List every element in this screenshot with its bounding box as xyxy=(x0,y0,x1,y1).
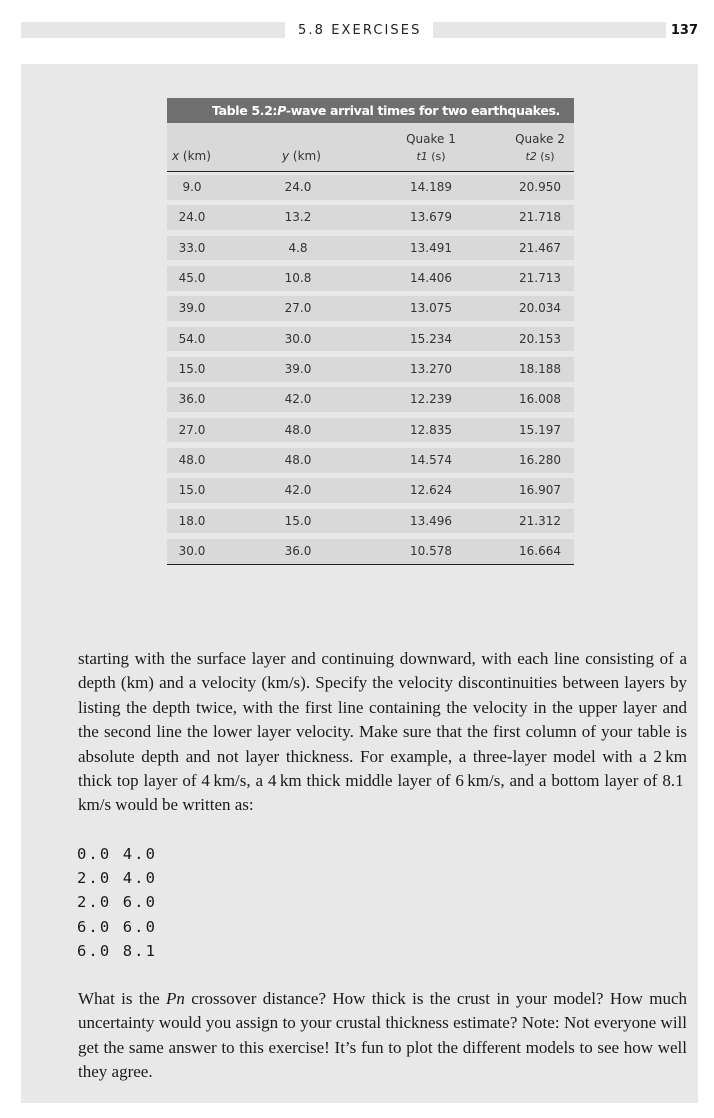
header-t1: t1 (s) xyxy=(416,150,446,163)
table-row: 15.0 42.0 12.624 16.907 xyxy=(167,478,574,503)
header-rule-right xyxy=(433,22,666,38)
code-line: 2.0 6.0 xyxy=(77,893,158,912)
header-rule-left xyxy=(21,22,285,38)
table-row: 27.0 48.0 12.835 15.197 xyxy=(167,418,574,443)
exercise-paragraph-1: starting with the surface layer and continuing downward, with each line consisting of a depth (km) and a velocity (km/s). Specify the velocity discontinuities between layers by listing the depth twice, with the first line containing the velocity in the upper layer and the second line the lower layer velocity. Make sure that the first column of your table is absolute depth and not layer thickness. For example, a three-layer model with a 2 km thick top layer of 4 km/s, a 4 km thick middle layer of 6 km/s, and a bottom layer of 8.1 km/s would be written as: xyxy=(78,649,687,815)
header-t2: t2 (s) xyxy=(525,150,555,163)
code-line: 6.0 6.0 xyxy=(77,917,158,936)
header-y: y (km) xyxy=(282,149,321,163)
code-line: 2.0 4.0 xyxy=(77,869,158,888)
page-number: 137 xyxy=(670,23,698,38)
exercise-paragraph-2: What is the Pn crossover distance? How thick is the crust in your model? How much uncertainty would you assign to your crustal thickness estimate? Note: Not everyone will get the same answer to this exercise! It’s fun to plot the different models to see how well they agree. xyxy=(78,989,687,1082)
table-header xyxy=(167,123,574,172)
table-row: 9.0 24.0 14.189 20.950 xyxy=(167,175,574,200)
arrival-times-table xyxy=(167,98,574,565)
table-row: 45.0 10.8 14.406 21.713 xyxy=(167,266,574,291)
pn-term: Pn xyxy=(166,989,185,1008)
header-quake2: Quake 2 xyxy=(515,132,565,146)
table-row: 33.0 4.8 13.491 21.467 xyxy=(167,236,574,261)
table-row: 24.0 13.2 13.679 21.718 xyxy=(167,205,574,230)
table-row: 30.0 36.0 10.578 16.664 xyxy=(167,539,574,564)
section-title: 5.8 EXERCISES xyxy=(298,23,422,38)
table-row: 48.0 48.0 14.574 16.280 xyxy=(167,448,574,473)
table-row: 39.0 27.0 13.075 20.034 xyxy=(167,296,574,321)
table-caption: Table 5.2:P-wave arrival times for two earthquakes. xyxy=(167,98,574,123)
header-x: x (km) xyxy=(172,149,211,163)
header-quake1: Quake 1 xyxy=(406,132,456,146)
table-row: 15.0 39.0 13.270 18.188 xyxy=(167,357,574,382)
code-line: 6.0 8.1 xyxy=(77,941,158,960)
code-line: 0.0 4.0 xyxy=(77,845,158,863)
table-body xyxy=(167,175,574,565)
table-row: 36.0 42.0 12.239 16.008 xyxy=(167,387,574,412)
example-model-code xyxy=(77,842,157,963)
table-row: 18.0 15.0 13.496 21.312 xyxy=(167,509,574,534)
table-row: 54.0 30.0 15.234 20.153 xyxy=(167,327,574,352)
